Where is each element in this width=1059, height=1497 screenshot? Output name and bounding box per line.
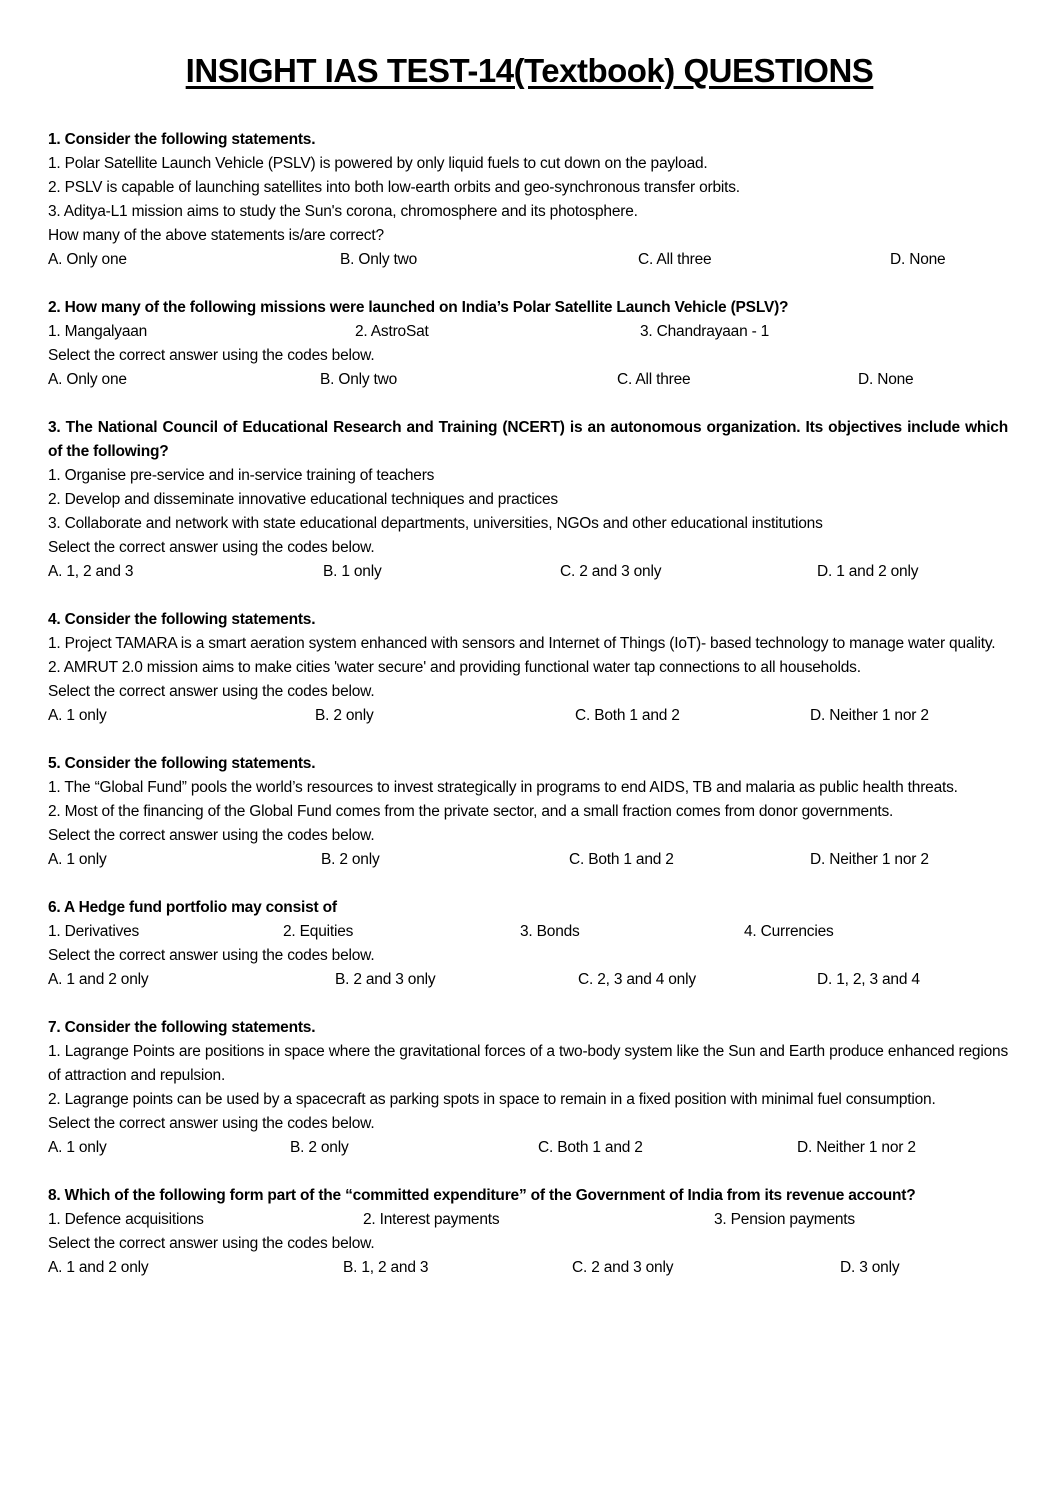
question-3 (48, 416, 1008, 584)
question-stem: 6. A Hedge fund portfolio may consist of (48, 899, 337, 916)
question-stem: 4. Consider the following statements. (48, 611, 316, 628)
option-c: C. Both 1 and 2 (569, 851, 674, 868)
answer-prompt: Select the correct answer using the codes below. (48, 683, 375, 700)
options-row (48, 848, 1008, 872)
statement: 2. AMRUT 2.0 mission aims to make cities 'water secure' and providing functional water tap connections to all households. (48, 659, 861, 676)
question-stem: 3. The National Council of Educational Research and Training (NCERT) is an autonomous organization. Its objectives include which of the following? (48, 419, 1008, 460)
options-row (48, 368, 1008, 392)
statement: 2. Most of the financing of the Global Fund comes from the private sector, and a small fraction comes from donor governments. (48, 803, 894, 820)
options-row (48, 968, 1008, 992)
option-c: C. Both 1 and 2 (575, 707, 680, 724)
option-a: A. 1 only (48, 707, 107, 724)
options-row (48, 1136, 1008, 1160)
option-a: A. 1 only (48, 1139, 107, 1156)
option-c: C. All three (638, 251, 712, 268)
item: 4. Currencies (744, 923, 834, 940)
answer-prompt: How many of the above statements is/are correct? (48, 227, 384, 244)
option-d: D. Neither 1 nor 2 (810, 707, 929, 724)
question-1 (48, 128, 1008, 272)
question-stem: 7. Consider the following statements. (48, 1019, 316, 1036)
item: 3. Chandrayaan - 1 (640, 323, 770, 340)
options-row (48, 704, 1008, 728)
option-a: A. 1 and 2 only (48, 1259, 149, 1276)
answer-prompt: Select the correct answer using the codes below. (48, 827, 375, 844)
question-8 (48, 1184, 1008, 1280)
statement: 1. Organise pre-service and in-service training of teachers (48, 467, 435, 484)
item: 1. Derivatives (48, 923, 140, 940)
option-b: B. 1, 2 and 3 (343, 1259, 429, 1276)
option-c: C. 2, 3 and 4 only (578, 971, 696, 988)
option-c: C. 2 and 3 only (572, 1259, 674, 1276)
option-b: B. 2 and 3 only (335, 971, 436, 988)
answer-prompt: Select the correct answer using the codes below. (48, 347, 375, 364)
options-row (48, 560, 1008, 584)
statement: 3. Aditya-L1 mission aims to study the Sun's corona, chromosphere and its photosphere. (48, 203, 638, 220)
option-d: D. 1, 2, 3 and 4 (817, 971, 920, 988)
option-a: A. 1 only (48, 851, 107, 868)
statement: 3. Collaborate and network with state educational departments, universities, NGOs and other educational institutions (48, 515, 823, 532)
item: 1. Mangalyaan (48, 323, 148, 340)
option-d: D. None (890, 251, 946, 268)
option-c: C. Both 1 and 2 (538, 1139, 643, 1156)
option-a: A. 1, 2 and 3 (48, 563, 134, 580)
statement: 1. Lagrange Points are positions in space where the gravitational forces of a two-body system like the Sun and Earth produce enhanced regions of attraction and repulsion. (48, 1043, 1008, 1084)
option-a: A. Only one (48, 371, 127, 388)
option-d: D. Neither 1 nor 2 (810, 851, 929, 868)
item-row (48, 920, 1008, 944)
statement: 2. Develop and disseminate innovative educational techniques and practices (48, 491, 558, 508)
statement: 1. The “Global Fund” pools the world’s resources to invest strategically in programs to end AIDS, TB and malaria as public health threats. (48, 779, 958, 796)
question-2 (48, 296, 1008, 392)
statement: 2. Lagrange points can be used by a spacecraft as parking spots in space to remain in a fixed position with minimal fuel consumption. (48, 1091, 936, 1108)
option-b: B. 1 only (323, 563, 382, 580)
question-5 (48, 752, 1008, 872)
option-b: B. 2 only (290, 1139, 349, 1156)
option-b: B. 2 only (315, 707, 374, 724)
answer-prompt: Select the correct answer using the codes below. (48, 1115, 375, 1132)
question-stem: 5. Consider the following statements. (48, 755, 316, 772)
option-a: A. Only one (48, 251, 127, 268)
question-6 (48, 896, 1008, 992)
option-b: B. 2 only (321, 851, 380, 868)
item: 2. Interest payments (363, 1211, 500, 1228)
answer-prompt: Select the correct answer using the codes below. (48, 947, 375, 964)
option-c: C. All three (617, 371, 691, 388)
question-stem: 2. How many of the following missions were launched on India’s Polar Satellite Launch Vehicle (PSLV)? (48, 299, 789, 316)
option-d: D. 1 and 2 only (817, 563, 919, 580)
statement: 2. PSLV is capable of launching satellites into both low-earth orbits and geo-synchronous transfer orbits. (48, 179, 740, 196)
options-row (48, 248, 1008, 272)
question-4 (48, 608, 1008, 728)
item: 2. Equities (283, 923, 354, 940)
option-a: A. 1 and 2 only (48, 971, 149, 988)
item: 1. Defence acquisitions (48, 1211, 204, 1228)
item-row (48, 320, 1008, 344)
item: 3. Pension payments (714, 1211, 855, 1228)
question-7 (48, 1016, 1008, 1160)
options-row (48, 1256, 1008, 1280)
item-row (48, 1208, 1008, 1232)
statement: 1. Polar Satellite Launch Vehicle (PSLV) is powered by only liquid fuels to cut down on the payload. (48, 155, 708, 172)
option-b: B. Only two (340, 251, 418, 268)
question-stem: 1. Consider the following statements. (48, 131, 316, 148)
option-d: D. Neither 1 nor 2 (797, 1139, 916, 1156)
option-b: B. Only two (320, 371, 398, 388)
page-title: INSIGHT IAS TEST-14(Textbook) QUESTIONS (185, 52, 874, 89)
answer-prompt: Select the correct answer using the codes below. (48, 539, 375, 556)
answer-prompt: Select the correct answer using the codes below. (48, 1235, 375, 1252)
item: 3. Bonds (520, 923, 580, 940)
statement: 1. Project TAMARA is a smart aeration system enhanced with sensors and Internet of Things (IoT)- based technology to manage water quality. (48, 635, 996, 652)
option-c: C. 2 and 3 only (560, 563, 662, 580)
question-list (48, 128, 1008, 1304)
option-d: D. 3 only (840, 1259, 900, 1276)
item: 2. AstroSat (355, 323, 429, 340)
question-stem: 8. Which of the following form part of the “committed expenditure” of the Government of India from its revenue account? (48, 1187, 916, 1204)
option-d: D. None (858, 371, 914, 388)
